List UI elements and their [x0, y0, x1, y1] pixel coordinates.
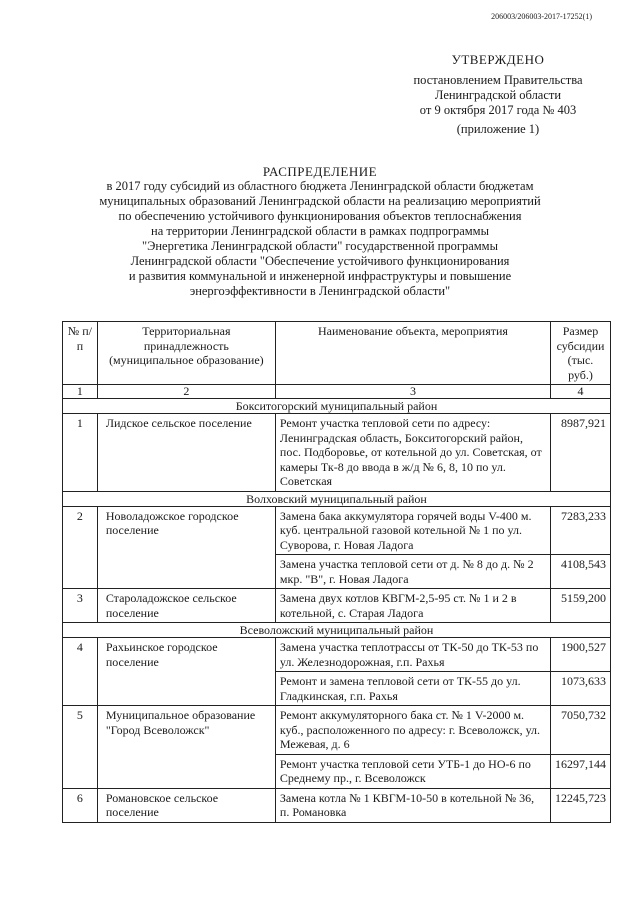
- header-object: Наименование объекта, мероприятия: [275, 322, 550, 385]
- row-object: Ремонт аккумуляторного бака ст. № 1 V-2000 м. куб., расположенного по адресу: г. Всеволожск, ул. Межевая, д. 6: [275, 706, 550, 755]
- title-line: энергоэффективности в Ленинградской области": [189, 284, 451, 298]
- title-line: Ленинградской области "Обеспечение устойчивого функционирования: [130, 254, 510, 268]
- table-header-row: [63, 322, 611, 385]
- approval-appendix: (приложение 1): [456, 122, 540, 136]
- title-line: в 2017 году субсидий из областного бюджета Ленинградской области бюджетам: [106, 179, 534, 193]
- row-num: 5: [63, 706, 98, 789]
- row-object: Ремонт участка тепловой сети УТБ-1 до НО-6 по Среднему пр., г. Всеволожск: [275, 754, 550, 788]
- approval-line: постановлением Правительства: [413, 73, 583, 87]
- row-object: Замена участка теплотрассы от ТК-50 до ТК-53 по ул. Железнодорожная, г.п. Рахья: [275, 638, 550, 672]
- district-name: Бокситогорский муниципальный район: [63, 399, 611, 414]
- row-amount: 7283,233: [551, 506, 611, 555]
- approval-line: от 9 октября 2017 года № 403: [419, 103, 577, 117]
- row-amount: 1900,527: [551, 638, 611, 672]
- row-territory: Романовское сельское поселение: [97, 788, 275, 822]
- title-line: "Энергетика Ленинградской области" государственной программы: [142, 239, 498, 253]
- row-num: 1: [63, 414, 98, 492]
- approval-line: Ленинградской области: [434, 88, 562, 102]
- row-object: Ремонт участка тепловой сети по адресу: Ленинградская область, Бокситогорский район, пос. Подборовье, от котельной до ул. Советская, от камеры Тк-8 до ввода в ж/д № 6, 8, 10 по ул. Советская: [275, 414, 550, 492]
- row-amount: 1073,633: [551, 672, 611, 706]
- district-row: [63, 491, 611, 506]
- row-num: 4: [63, 638, 98, 706]
- row-territory: Староладожское сельское поселение: [97, 589, 275, 623]
- row-territory: Рахьинское городское поселение: [97, 638, 275, 706]
- title-heading: РАСПРЕДЕЛЕНИЕ: [262, 164, 378, 179]
- district-row: [63, 623, 611, 638]
- row-amount: 4108,543: [551, 555, 611, 589]
- col-number: 2: [97, 385, 275, 399]
- row-amount: 16297,144: [551, 754, 611, 788]
- subsidy-table: [62, 321, 611, 823]
- row-object: Замена участка тепловой сети от д. № 8 до д. № 2 мкр. "В", г. Новая Ладога: [275, 555, 550, 589]
- col-number: 4: [551, 385, 611, 399]
- row-territory: Лидское сельское поселение: [97, 414, 275, 492]
- col-number: 3: [275, 385, 550, 399]
- header-amount: Размер субсидии (тыс. руб.): [551, 322, 611, 385]
- row-num: 2: [63, 506, 98, 589]
- row-num: 3: [63, 589, 98, 623]
- table-row: [63, 788, 611, 822]
- row-num: 6: [63, 788, 98, 822]
- row-territory: Новоладожское городское поселение: [97, 506, 275, 589]
- district-name: Волховский муниципальный район: [63, 491, 611, 506]
- approval-block: [398, 52, 598, 137]
- row-object: Замена котла № 1 КВГМ-10-50 в котельной № 36, п. Романовка: [275, 788, 550, 822]
- district-name: Всеволожский муниципальный район: [63, 623, 611, 638]
- title-line: на территории Ленинградской области в рамках подпрограммы: [151, 224, 489, 238]
- row-territory: Муниципальное образование "Город Всеволожск": [97, 706, 275, 789]
- col-number: 1: [63, 385, 98, 399]
- row-object: Замена бака аккумулятора горячей воды V-400 м. куб. центральной газовой котельной № 1 по ул. Суворова, г. Новая Ладога: [275, 506, 550, 555]
- document-number: 206003/206003-2017-17252(1): [491, 12, 592, 21]
- table-row: [63, 638, 611, 672]
- header-num: № п/п: [63, 322, 98, 385]
- row-amount: 5159,200: [551, 589, 611, 623]
- table-row: [63, 589, 611, 623]
- row-object: Замена двух котлов КВГМ-2,5-95 ст. № 1 и 2 в котельной, с. Старая Ладога: [275, 589, 550, 623]
- document-title: [60, 164, 580, 299]
- row-amount: 8987,921: [551, 414, 611, 492]
- row-object: Ремонт и замена тепловой сети от ТК-55 до ул. Гладкинская, г.п. Рахья: [275, 672, 550, 706]
- row-amount: 12245,723: [551, 788, 611, 822]
- title-line: муниципальных образований Ленинградской области на реализацию мероприятий: [99, 194, 541, 208]
- row-amount: 7050,732: [551, 706, 611, 755]
- table-row: [63, 706, 611, 755]
- table-row: [63, 414, 611, 492]
- title-line: по обеспечению устойчивого функционирования объектов теплоснабжения: [118, 209, 522, 223]
- column-number-row: [63, 385, 611, 399]
- approval-heading: УТВЕРЖДЕНО: [451, 52, 545, 67]
- title-line: и развития коммунальной и инженерной инфраструктуры и повышение: [128, 269, 512, 283]
- district-row: [63, 399, 611, 414]
- table-row: [63, 506, 611, 555]
- header-territory: Территориальная принадлежность (муниципальное образование): [97, 322, 275, 385]
